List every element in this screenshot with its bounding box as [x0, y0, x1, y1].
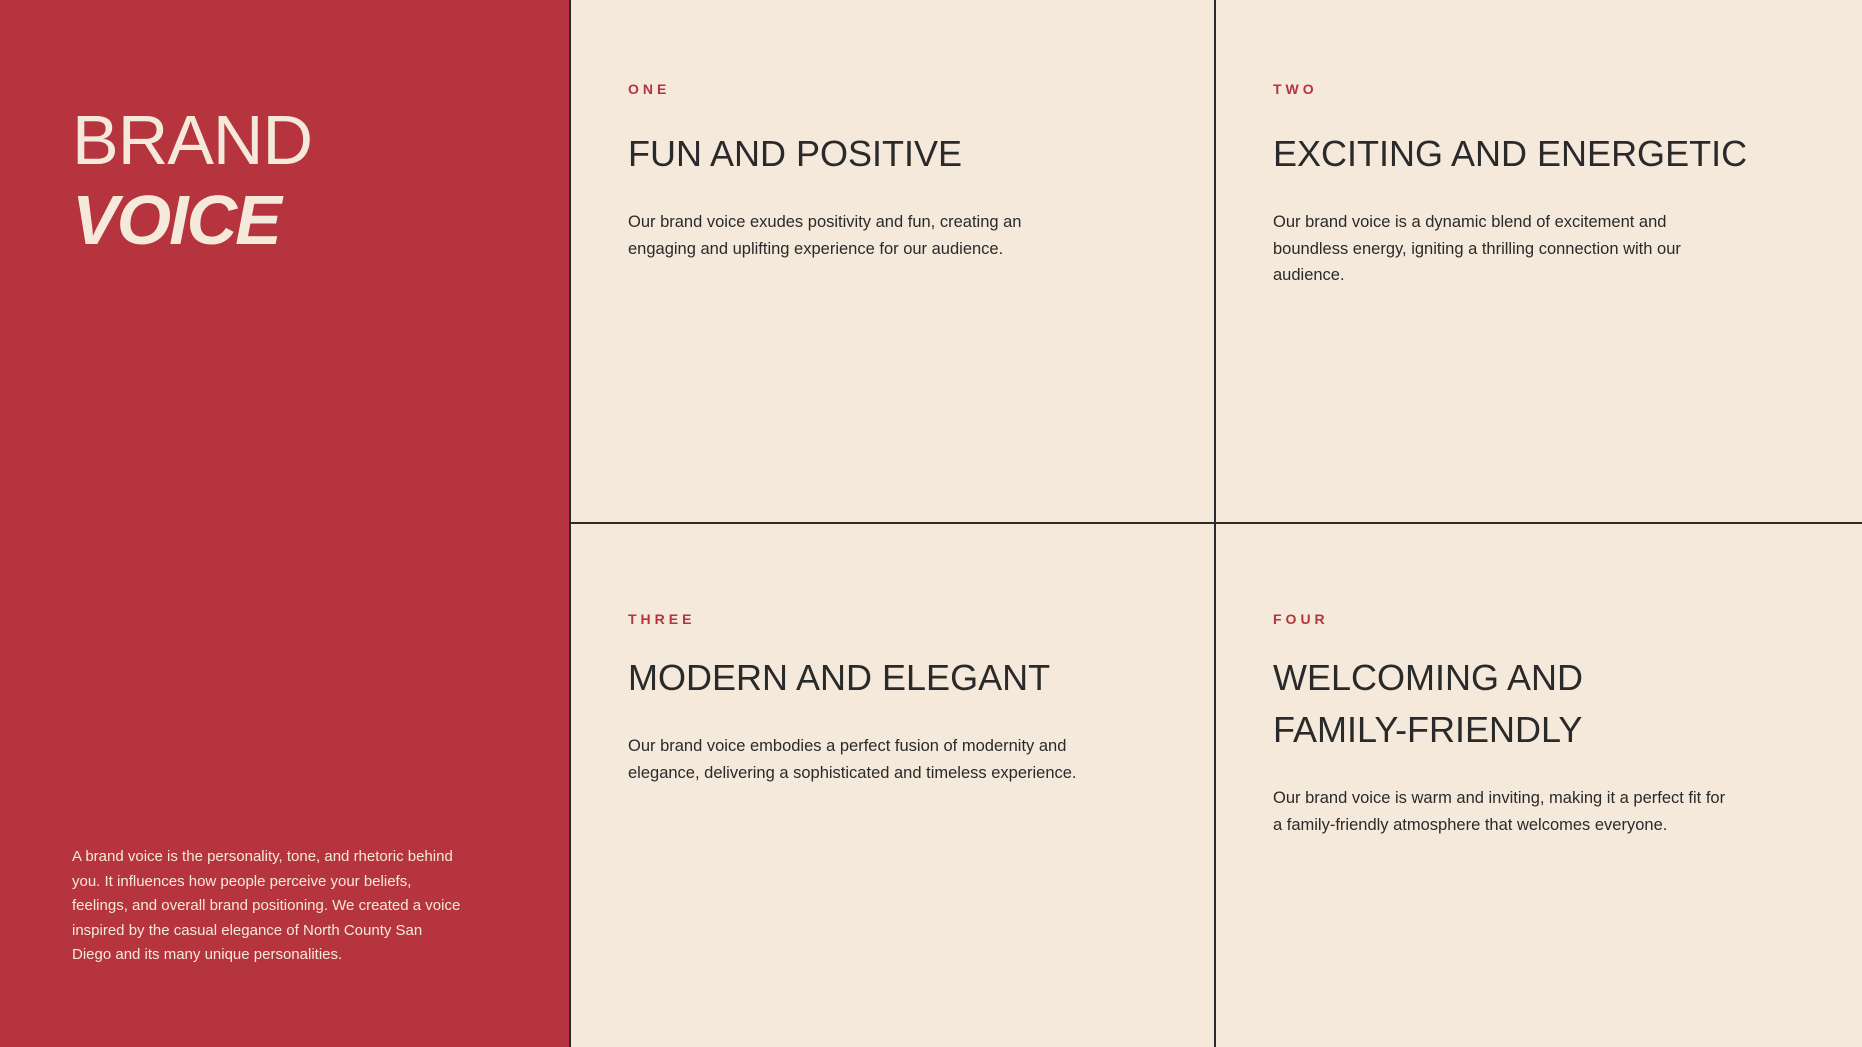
- trait-heading: EXCITING AND ENERGETIC: [1273, 133, 1748, 174]
- trait-card-one: [571, 0, 1216, 524]
- trait-heading: WELCOMING AND FAMILY-FRIENDLY: [1273, 657, 1584, 750]
- trait-card-three: [571, 524, 1216, 1047]
- trait-number: ONE: [628, 81, 671, 97]
- trait-description: Our brand voice embodies a perfect fusion of modernity and elegance, delivering a sophisticated and timeless experience.: [628, 737, 1077, 782]
- trait-card-two: [1216, 0, 1862, 524]
- trait-card-four: [1216, 524, 1862, 1047]
- trait-number: FOUR: [1273, 611, 1329, 627]
- brand-voice-sidebar: [0, 0, 571, 1047]
- page-title: [72, 101, 313, 259]
- trait-number: THREE: [628, 611, 696, 627]
- title-line-brand: BRAND: [72, 101, 313, 179]
- brand-voice-description: A brand voice is the personality, tone, and rhetoric behind you. It influences how people perceive your beliefs, feelings, and overall brand positioning. We created a voice inspired by the casual elegance of North County San Diego and its many unique personalities.: [72, 848, 461, 963]
- trait-description: Our brand voice exudes positivity and fun, creating an engaging and uplifting experience for our audience.: [628, 213, 1022, 258]
- trait-description: Our brand voice is warm and inviting, making it a perfect fit for a family-friendly atmosphere that welcomes everyone.: [1273, 789, 1726, 834]
- trait-description: Our brand voice is a dynamic blend of excitement and boundless energy, igniting a thrilling connection with our audience.: [1273, 213, 1681, 284]
- trait-heading: MODERN AND ELEGANT: [628, 657, 1051, 698]
- voice-traits-grid: [571, 0, 1862, 1047]
- title-line-voice: VOICE: [72, 181, 280, 259]
- trait-number: TWO: [1273, 81, 1318, 97]
- trait-heading: FUN AND POSITIVE: [628, 133, 963, 174]
